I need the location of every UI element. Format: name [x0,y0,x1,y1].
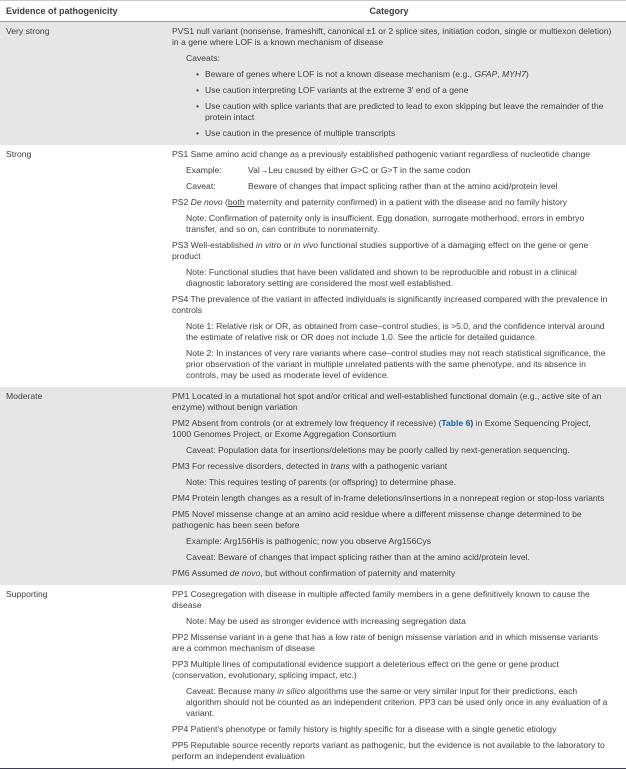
text-segment: in vitro [255,240,282,250]
text-segment: Note 1: Relative risk or OR, as obtained from case–control studies, is >5.0, and the confidence interval around the estimate of relative risk or OR does not include 1.0. See the article for detailed guidance. [186,321,605,342]
criterion-main [172,240,612,262]
criterion-sub [186,53,612,64]
criterion-main [172,589,612,611]
text-segment: ) [525,69,529,79]
criterion-sub [186,552,612,563]
evidence-level-label-supporting: Supporting [6,589,48,599]
criterion-sub [186,348,612,381]
text-segment: PM1 Located in a mutational hot spot and/or critical and well-established functional domain (e.g., active site of an enzyme) without benign variation [172,391,602,412]
text-segment: with a pathogenic variant [349,461,448,471]
criterion-sub [186,686,612,719]
criterion-bullet [196,101,612,123]
criterion-sub [186,321,612,343]
criterion-main [172,740,612,762]
criterion-sub [186,267,612,289]
pair-label: Caveat: [186,181,216,191]
text-segment: MYH7 [501,69,526,79]
text-segment: , but without confirmation of paternity and maternity [260,568,456,578]
criterion-main [172,418,612,440]
bullet-icon: • [196,128,200,138]
text-segment: ) [470,418,474,428]
table-6-link[interactable]: Table 6 [441,418,471,428]
text-segment: Val→Leu caused by either G>C or G>T in the same codon [248,165,471,175]
text-segment: PP2 Missense variant in a gene that has a low rate of benign missense variation and in which missense variants are a common mechanism of disease [172,632,599,653]
criterion-sub [186,477,612,488]
table-body [0,22,626,768]
criterion-main [172,568,612,579]
text-segment: Use caution with splice variants that are predicted to lead to exon skipping but leave the remainder of the protein intact [205,101,604,122]
criterion-bullet [196,128,612,139]
text-segment: , [497,69,502,79]
text-segment: functional studies supportive of a damaging effect on the gene or gene product [172,240,589,261]
column-header-evidence-of-pathogenicity: Evidence of pathogenicity [6,5,118,16]
criterion-main [172,26,612,48]
text-segment: PP5 Reputable source recently reports variant as pathogenic, but the evidence is not available to the laboratory to perform an independent evaluation [172,740,605,761]
criterion-sub [186,616,612,627]
criterion-bullet [196,85,612,96]
text-segment: GFAP [474,69,498,79]
criteria-cell-strong [166,149,626,381]
text-segment: PS1 Same amino acid change as a previously established pathogenic variant regardless of nucleotide change [172,149,591,159]
text-segment: trans [330,461,350,471]
pair-label: Example: [186,165,222,175]
text-segment: in Exome Sequencing Project, 1000 Genomes Project, or Exome Aggregation Consortium [172,418,591,439]
bullet-icon: • [196,101,200,111]
text-segment: maternity and paternity confirmed) in a patient with the disease and no family history [244,197,568,207]
evidence-level-label-moderate: Moderate [6,391,43,401]
bullet-icon: • [196,85,200,95]
criterion-main [172,493,612,504]
text-segment: or [281,240,294,250]
criterion-main [172,391,612,413]
evidence-level-label-very-strong: Very strong [6,26,50,36]
table-row-very-strong [0,22,626,145]
text-segment: PP1 Cosegregation with disease in multiple affected family members in a gene definitively known to cause the disease [172,589,590,610]
criterion-sub [186,536,612,547]
criterion-pair [186,181,612,192]
table-row-strong [0,145,626,387]
text-segment: PM5 Novel missense change at an amino acid residue where a different missense change determined to be pathogenic has been seen before [172,509,582,530]
text-segment: Caveat: Population data for insertions/deletions may be poorly called by next-generation sequencing. [186,445,570,455]
criterion-bullet [196,69,612,80]
criterion-pair [186,165,612,176]
text-segment: Beware of changes that impact splicing rather than at the amino acid/protein level [248,181,558,191]
text-segment: Note 2: In instances of very rare variants where case–control studies may not reach statistical significance, the prior observation of the variant in multiple unrelated patients with the same phenotype, and its absence in controls, may be used as moderate level of evidence. [186,348,606,380]
text-segment: PS4 The prevalence of the variant in affected individuals is significantly increased compared with the prevalence in controls [172,294,608,315]
criterion-main [172,632,612,654]
criterion-sub [186,445,612,456]
criterion-main [172,294,612,316]
text-segment: Note: This requires testing of parents (or offspring) to determine phase. [186,477,457,487]
bullet-icon: • [196,69,200,79]
criteria-cell-moderate [166,391,626,579]
text-segment: Caveats: [186,53,220,63]
text-segment: PP3 Multiple lines of computational evidence support a deleterious effect on the gene or gene product (conservation, evolutionary, splicing impact, etc.) [172,659,559,680]
text-segment: ( [222,197,228,207]
table-header-row [0,1,626,22]
criterion-sub [186,213,612,235]
text-segment: PM4 Protein length changes as a result of in-frame deletions/insertions in a nonrepeat region or stop-loss variants [172,493,605,503]
criterion-main [172,149,612,160]
table-row-supporting [0,585,626,768]
criterion-main [172,724,612,735]
text-segment: PVS1 null variant (nonsense, frameshift, canonical ±1 or 2 splice sites, initiation codon, single or multiexon deletion) in a gene where LOF is a known mechanism of disease [172,26,612,47]
text-segment: Caveat: Beware of changes that impact splicing rather than at the amino acid/protein level. [186,552,530,562]
text-segment: PM2 Absent from controls (or at extremely low frequency if recessive) ( [172,418,442,428]
text-segment: Caveat: Because many [186,686,278,696]
text-segment: in silico [277,686,306,696]
text-segment: de novo [229,568,261,578]
text-segment: PP4 Patient’s phenotype or family history is highly specific for a disease with a single genetic etiology [172,724,557,734]
pair-text [248,165,612,176]
criteria-cell-very-strong [166,26,626,139]
text-segment: Note: May be used as stronger evidence with increasing segregation data [186,616,466,626]
text-segment: algorithms use the same or very similar input for their predictions, each algorithm should not be counted as an independent criterion. PP3 can be used only once in any evaluation of a variant. [186,686,608,718]
text-segment: PM3 For recessive disorders, detected in [172,461,331,471]
text-segment: in vivo [293,240,319,250]
text-segment: PS2 [172,197,191,207]
text-segment: Use caution interpreting LOF variants at the extreme 3′ end of a gene [205,85,469,95]
criterion-main [172,461,612,472]
text-segment: both [227,197,245,207]
text-segment: De novo [190,197,223,207]
text-segment: Note: Functional studies that have been validated and shown to be reproducible and robust in a clinical diagnostic laboratory setting are considered the most well established. [186,267,577,288]
criteria-cell-supporting [166,589,626,762]
pair-text [248,181,612,192]
table-row-moderate [0,387,626,585]
text-segment: Note: Confirmation of paternity only is insufficient. Egg donation, surrogate motherhood, errors in embryo transfer, and so on, can contribute to nonmaternity. [186,213,585,234]
column-header-category: Category [369,5,409,16]
criterion-main [172,197,612,208]
text-segment: Beware of genes where LOF is not a known disease mechanism (e.g., [205,69,475,79]
criterion-main [172,659,612,681]
text-segment: Example: Arg156His is pathogenic; now you observe Arg156Cys [186,536,432,546]
text-segment: Use caution in the presence of multiple transcripts [205,128,396,138]
text-segment: PS3 Well-established [172,240,256,250]
text-segment: PM6 Assumed [172,568,230,578]
evidence-level-label-strong: Strong [6,149,32,159]
criterion-main [172,509,612,531]
